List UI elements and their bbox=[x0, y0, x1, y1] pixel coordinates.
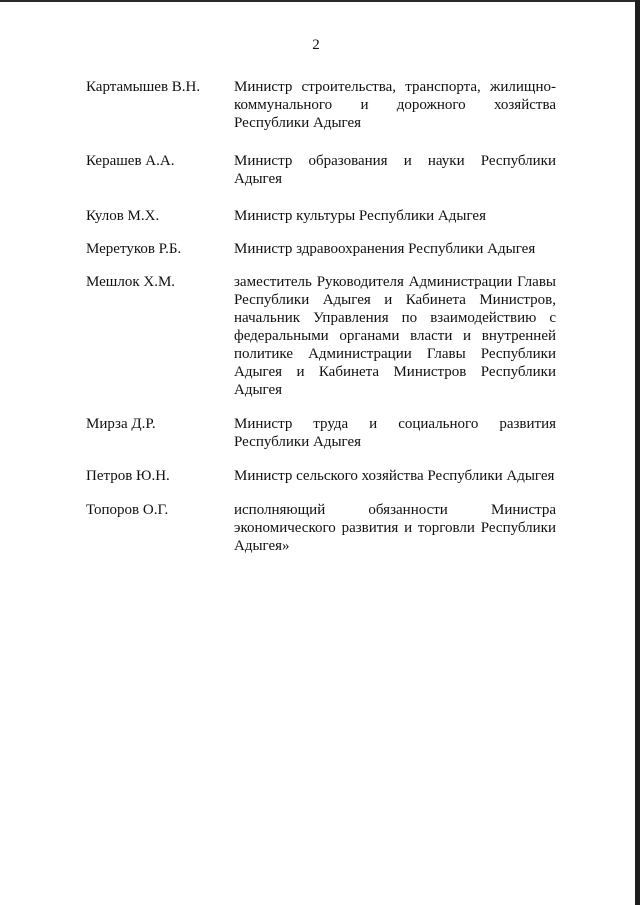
person-role: Министр здравоохранения Республики Адыгея bbox=[234, 241, 536, 257]
person-role: Министр труда и социального развития Республики Адыгея bbox=[234, 416, 556, 450]
person-name: Кулов М.Х. bbox=[86, 208, 160, 224]
person-role: заместитель Руководителя Администрации Главы Республики Адыгея и Кабинета Министров, начальник Управления по взаимодействию с федеральными органами власти и внутренней политике Администрации Главы Республики Адыгея и Кабинета Министров Республики Адыгея bbox=[234, 274, 556, 398]
page-number: 2 bbox=[312, 37, 320, 53]
person-name: Топоров О.Г. bbox=[86, 502, 169, 518]
officials-list bbox=[86, 78, 558, 555]
person-name: Картамышев В.Н. bbox=[86, 79, 201, 95]
person-role: Министр строительства, транспорта, жилищно-коммунального и дорожного хозяйства Республики Адыгея bbox=[234, 79, 556, 131]
list-item bbox=[86, 152, 558, 188]
list-item bbox=[86, 467, 558, 485]
list-item bbox=[86, 501, 558, 555]
scan-edge-right bbox=[635, 0, 640, 905]
list-item bbox=[86, 78, 558, 132]
person-role: Министр культуры Республики Адыгея bbox=[234, 208, 486, 224]
list-item bbox=[86, 240, 558, 258]
person-name: Мешлок Х.М. bbox=[86, 274, 176, 290]
person-role: Министр образования и науки Республики Адыгея bbox=[234, 153, 556, 187]
person-name: Керашев А.А. bbox=[86, 153, 175, 169]
person-name: Петров Ю.Н. bbox=[86, 468, 170, 484]
list-item bbox=[86, 207, 558, 225]
scan-edge-top bbox=[0, 0, 640, 2]
person-role: Министр сельского хозяйства Республики Адыгея bbox=[234, 468, 555, 484]
person-role: исполняющий обязанности Министра экономического развития и торговли Республики Адыгея» bbox=[234, 502, 556, 554]
person-name: Меретуков Р.Б. bbox=[86, 241, 182, 257]
list-item bbox=[86, 415, 558, 451]
list-item bbox=[86, 273, 558, 399]
person-name: Мирза Д.Р. bbox=[86, 416, 156, 432]
